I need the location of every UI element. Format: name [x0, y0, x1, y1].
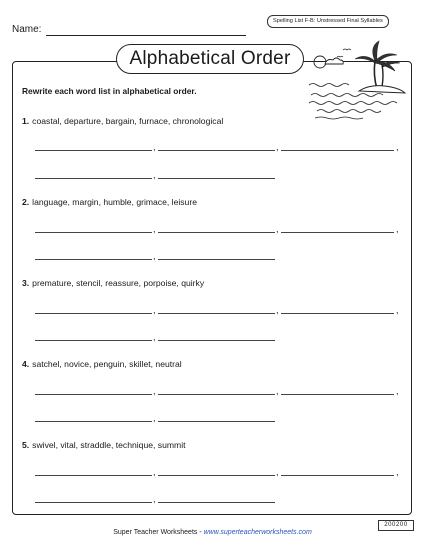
- name-line: [46, 35, 246, 36]
- question-number: 2.: [22, 197, 30, 207]
- comma: ,: [276, 386, 279, 396]
- footer-brand: Super Teacher Worksheets -: [113, 529, 204, 536]
- question-4: [22, 359, 182, 369]
- question-3: [22, 278, 204, 288]
- comma: ,: [276, 224, 279, 234]
- comma: ,: [153, 142, 156, 152]
- question-number: 1.: [22, 116, 30, 126]
- answer-line-5a[interactable]: [35, 475, 152, 476]
- comma: ,: [153, 332, 156, 342]
- answer-line-2a[interactable]: [35, 232, 152, 233]
- answer-line-3a[interactable]: [35, 313, 152, 314]
- comma: ,: [396, 467, 399, 477]
- comma: ,: [153, 386, 156, 396]
- answer-line-2d[interactable]: [35, 259, 152, 260]
- comma: ,: [153, 413, 156, 423]
- answer-line-2b[interactable]: [158, 232, 275, 233]
- answer-line-1c[interactable]: [281, 150, 394, 151]
- answer-line-3e[interactable]: [158, 340, 275, 341]
- answer-line-4e[interactable]: [158, 421, 275, 422]
- answer-line-4b[interactable]: [158, 394, 275, 395]
- answer-line-3b[interactable]: [158, 313, 275, 314]
- question-words: language, margin, humble, grimace, leisure: [32, 197, 197, 207]
- comma: ,: [153, 305, 156, 315]
- answer-line-4d[interactable]: [35, 421, 152, 422]
- comma: ,: [396, 142, 399, 152]
- comma: ,: [153, 170, 156, 180]
- comma: ,: [276, 305, 279, 315]
- comma: ,: [396, 305, 399, 315]
- answer-line-5c[interactable]: [281, 475, 394, 476]
- name-label: Name:: [12, 24, 42, 35]
- question-words: premature, stencil, reassure, porpoise, quirky: [32, 278, 205, 288]
- answer-line-1e[interactable]: [158, 178, 275, 179]
- comma: ,: [153, 494, 156, 504]
- page-title: Alphabetical Order: [116, 44, 304, 74]
- question-words: coastal, departure, bargain, furnace, chronological: [32, 116, 224, 126]
- question-1: [22, 116, 223, 126]
- spelling-list-tag: Spelling List F-B: Unstressed Final Syllables: [267, 15, 389, 28]
- question-number: 3.: [22, 278, 30, 288]
- comma: ,: [153, 467, 156, 477]
- question-2: [22, 197, 197, 207]
- instructions: Rewrite each word list in alphabetical order.: [22, 86, 197, 96]
- comma: ,: [396, 224, 399, 234]
- answer-line-5d[interactable]: [35, 502, 152, 503]
- answer-line-1b[interactable]: [158, 150, 275, 151]
- comma: ,: [153, 251, 156, 261]
- answer-line-5b[interactable]: [158, 475, 275, 476]
- question-5: [22, 440, 186, 450]
- answer-line-4c[interactable]: [281, 394, 394, 395]
- question-words: satchel, novice, penguin, skillet, neutral: [32, 359, 182, 369]
- answer-line-5e[interactable]: [158, 502, 275, 503]
- footer: [0, 529, 425, 536]
- question-words: swivel, vital, straddle, technique, summit: [32, 440, 186, 450]
- question-number: 5.: [22, 440, 30, 450]
- comma: ,: [153, 224, 156, 234]
- answer-line-3c[interactable]: [281, 313, 394, 314]
- comma: ,: [276, 142, 279, 152]
- footer-url[interactable]: www.superteacherworksheets.com: [203, 529, 312, 536]
- page-code: 200200: [378, 520, 414, 531]
- answer-line-2c[interactable]: [281, 232, 394, 233]
- comma: ,: [276, 467, 279, 477]
- island-illustration: [307, 33, 407, 123]
- answer-line-1a[interactable]: [35, 150, 152, 151]
- question-number: 4.: [22, 359, 30, 369]
- answer-line-3d[interactable]: [35, 340, 152, 341]
- answer-line-1d[interactable]: [35, 178, 152, 179]
- answer-line-4a[interactable]: [35, 394, 152, 395]
- answer-line-2e[interactable]: [158, 259, 275, 260]
- comma: ,: [396, 386, 399, 396]
